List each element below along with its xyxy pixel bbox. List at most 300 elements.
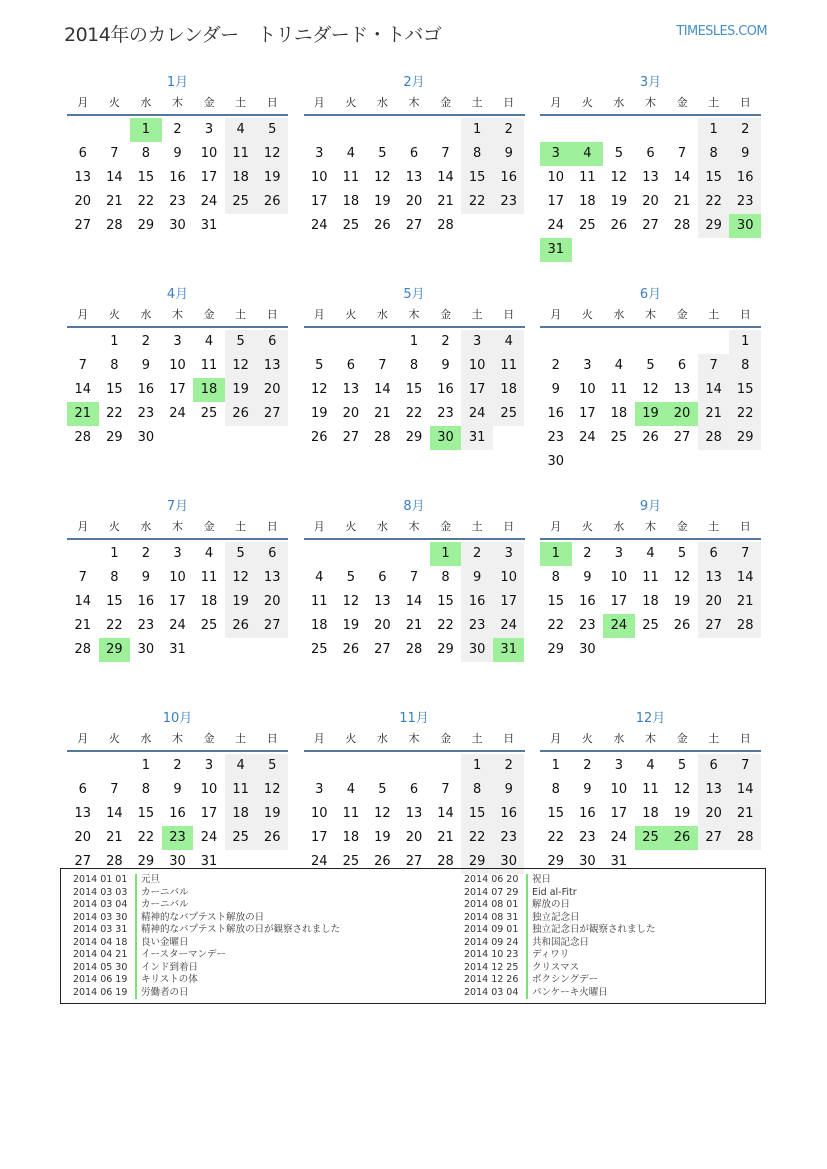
day-cell: 22 — [137, 830, 155, 845]
month-name: 6月 — [639, 287, 662, 302]
day-cell: 10 — [579, 382, 596, 397]
holiday-name: キリストの体 — [141, 974, 198, 985]
day-cell: 14 — [374, 382, 391, 397]
day-cell: 17 — [311, 830, 328, 845]
holiday-name: 良い金曜日 — [141, 936, 189, 948]
day-cell: 15 — [106, 382, 123, 397]
day-cell: 9 — [493, 778, 525, 802]
holiday-date: 2014 01 01 — [73, 874, 137, 887]
site-link[interactable]: TIMESLES.COM — [676, 24, 767, 39]
day-cell: 19 — [374, 194, 391, 209]
empty-cell — [603, 330, 635, 354]
day-grid — [304, 330, 525, 450]
weekday-label: 火 — [345, 732, 357, 745]
day-cell: 9 — [141, 570, 151, 585]
day-cell: 3 — [583, 358, 592, 373]
day-cell: 24 — [461, 402, 493, 426]
day-cell: 3 — [461, 330, 493, 354]
day-cell: 29 — [106, 430, 123, 445]
day-cell: 24 — [311, 854, 328, 869]
day-cell: 7 — [441, 782, 450, 797]
day-grid — [540, 118, 761, 262]
weekday-label: 木 — [644, 520, 656, 533]
holiday-row — [464, 912, 656, 925]
holiday-date: 2014 05 30 — [73, 962, 137, 975]
empty-cell — [367, 754, 399, 778]
month-block — [540, 284, 761, 496]
day-cell: 21 — [106, 830, 123, 845]
day-cell: 7 — [78, 570, 87, 585]
day-cell: 23 — [137, 406, 155, 421]
holiday-date: 2014 06 19 — [73, 974, 137, 987]
weekday-label: 月 — [77, 520, 89, 533]
day-cell: 24 — [169, 618, 186, 633]
empty-cell — [67, 542, 99, 566]
day-cell: 17 — [610, 594, 628, 609]
holiday-row — [464, 974, 656, 987]
day-cell: 6 — [78, 146, 87, 161]
holiday-date: 2014 08 31 — [464, 912, 528, 925]
day-cell: 6 — [256, 542, 288, 566]
day-cell: 16 — [137, 594, 155, 609]
holiday-day-cell: 4 — [572, 142, 604, 166]
day-cell: 10 — [169, 358, 186, 373]
day-cell: 3 — [204, 122, 214, 137]
day-cell: 27 — [256, 614, 288, 638]
day-cell: 27 — [405, 854, 423, 869]
day-cell: 8 — [461, 142, 493, 166]
day-cell: 17 — [311, 194, 328, 209]
weekday-header — [304, 728, 525, 752]
day-cell: 26 — [673, 618, 691, 633]
empty-cell — [430, 754, 462, 778]
weekday-label: 日 — [739, 308, 751, 321]
day-cell: 8 — [441, 570, 450, 585]
day-cell: 8 — [551, 570, 560, 585]
day-cell: 30 — [461, 638, 493, 662]
day-cell: 11 — [642, 782, 659, 797]
weekday-label: 金 — [676, 308, 688, 321]
day-cell: 23 — [579, 830, 596, 845]
day-cell: 10 — [200, 782, 218, 797]
weekday-label: 金 — [203, 732, 215, 745]
holiday-row — [73, 874, 340, 887]
day-cell: 31 — [169, 642, 186, 657]
day-cell: 7 — [110, 146, 119, 161]
holiday-date: 2014 08 01 — [464, 899, 528, 912]
day-cell: 8 — [141, 146, 151, 161]
holiday-name: 共和国記念日 — [532, 936, 590, 948]
day-cell: 10 — [610, 782, 628, 797]
day-cell: 11 — [200, 358, 218, 373]
day-cell: 24 — [169, 406, 186, 421]
day-cell: 28 — [74, 642, 92, 657]
day-cell: 30 — [547, 454, 565, 469]
weekday-label: 水 — [376, 308, 388, 321]
day-cell: 15 — [137, 806, 155, 821]
day-cell: 20 — [74, 830, 92, 845]
day-cell: 22 — [547, 618, 565, 633]
day-cell: 11 — [493, 354, 525, 378]
day-cell: 5 — [315, 358, 324, 373]
holiday-list-left — [73, 874, 340, 999]
empty-cell — [603, 118, 635, 142]
month-name: 9月 — [639, 499, 662, 514]
day-cell: 17 — [579, 406, 596, 421]
day-cell: 5 — [378, 146, 387, 161]
day-cell: 24 — [610, 830, 628, 845]
day-cell: 22 — [698, 190, 730, 214]
day-cell: 18 — [642, 806, 659, 821]
weekday-label: 木 — [644, 732, 656, 745]
day-cell: 16 — [579, 806, 596, 821]
day-cell: 21 — [729, 590, 761, 614]
day-cell: 20 — [698, 802, 730, 826]
empty-cell — [335, 118, 367, 142]
holiday-row — [464, 874, 656, 887]
day-cell: 24 — [200, 830, 218, 845]
day-cell: 20 — [256, 590, 288, 614]
day-cell: 6 — [409, 782, 419, 797]
day-cell: 30 — [579, 854, 596, 869]
day-cell: 29 — [547, 854, 565, 869]
day-cell: 14 — [729, 566, 761, 590]
day-cell: 5 — [677, 758, 687, 773]
day-cell: 4 — [493, 330, 525, 354]
day-cell: 23 — [169, 194, 186, 209]
holiday-date: 2014 03 04 — [464, 987, 528, 1000]
day-cell: 13 — [673, 382, 691, 397]
weekday-label: 火 — [345, 308, 357, 321]
day-cell: 26 — [256, 190, 288, 214]
weekday-label: 火 — [345, 520, 357, 533]
day-grid — [304, 754, 525, 874]
holiday-day-cell: 20 — [666, 402, 698, 426]
day-cell: 29 — [437, 642, 454, 657]
day-cell: 2 — [583, 546, 592, 561]
weekday-label: 日 — [266, 96, 278, 109]
holiday-date: 2014 03 31 — [73, 924, 137, 937]
holiday-row — [73, 974, 340, 987]
day-cell: 4 — [346, 146, 355, 161]
day-cell: 10 — [311, 170, 328, 185]
empty-cell — [99, 754, 131, 778]
day-cell: 12 — [610, 170, 628, 185]
holiday-name: 祝日 — [532, 874, 552, 885]
weekday-label: 日 — [739, 520, 751, 533]
day-cell: 14 — [106, 806, 123, 821]
weekday-label: 土 — [235, 308, 247, 321]
day-cell: 14 — [673, 170, 691, 185]
weekday-label: 水 — [376, 520, 388, 533]
holiday-date: 2014 04 18 — [73, 937, 137, 950]
day-cell: 5 — [256, 118, 288, 142]
day-cell: 25 — [493, 402, 525, 426]
day-cell: 11 — [342, 806, 360, 821]
day-cell: 9 — [441, 358, 450, 373]
holiday-name: ボクシングデー — [532, 974, 599, 985]
empty-cell — [304, 330, 336, 354]
holiday-day-cell: 30 — [729, 214, 761, 238]
empty-cell — [304, 754, 336, 778]
holiday-date: 2014 09 24 — [464, 937, 528, 950]
holiday-row — [464, 899, 656, 912]
day-cell: 16 — [437, 382, 454, 397]
day-cell: 23 — [579, 618, 596, 633]
day-cell: 14 — [106, 170, 123, 185]
empty-cell — [67, 330, 99, 354]
weekday-label: 月 — [550, 308, 562, 321]
weekday-label: 金 — [676, 96, 688, 109]
day-cell: 4 — [614, 358, 624, 373]
day-cell: 23 — [137, 618, 155, 633]
weekday-label: 日 — [266, 520, 278, 533]
day-cell: 2 — [729, 118, 761, 142]
day-cell: 16 — [493, 802, 525, 826]
weekday-label: 土 — [471, 520, 483, 533]
day-cell: 28 — [374, 430, 391, 445]
weekday-label: 木 — [171, 96, 183, 109]
weekday-label: 日 — [503, 732, 515, 745]
weekday-label: 金 — [440, 96, 452, 109]
month-block — [304, 72, 525, 284]
weekday-label: 金 — [203, 520, 215, 533]
holiday-list — [60, 868, 766, 1004]
day-cell: 5 — [225, 542, 257, 566]
day-cell: 22 — [106, 618, 123, 633]
day-cell: 17 — [200, 806, 218, 821]
day-cell: 14 — [698, 378, 730, 402]
day-cell: 19 — [256, 802, 288, 826]
holiday-day-cell: 26 — [666, 826, 698, 850]
day-cell: 9 — [551, 382, 560, 397]
day-cell: 13 — [405, 170, 423, 185]
day-cell: 9 — [583, 782, 592, 797]
day-cell: 29 — [698, 214, 730, 238]
day-cell: 23 — [729, 190, 761, 214]
day-cell: 10 — [461, 354, 493, 378]
day-grid — [67, 754, 288, 874]
weekday-label: 木 — [408, 520, 420, 533]
day-cell: 15 — [698, 166, 730, 190]
holiday-day-cell: 3 — [540, 142, 572, 166]
day-cell: 7 — [677, 146, 687, 161]
day-cell: 1 — [110, 334, 119, 349]
holiday-date: 2014 10 23 — [464, 949, 528, 962]
month-name: 8月 — [403, 499, 425, 514]
day-cell: 10 — [200, 146, 218, 161]
weekday-label: 木 — [644, 308, 656, 321]
day-cell: 2 — [141, 546, 151, 561]
day-cell: 16 — [493, 166, 525, 190]
day-grid — [304, 542, 525, 662]
holiday-name: カーニバル — [141, 886, 189, 898]
holiday-name: クリスマス — [532, 961, 580, 973]
day-cell: 22 — [437, 618, 454, 633]
empty-cell — [430, 118, 462, 142]
empty-cell — [367, 330, 399, 354]
day-cell: 9 — [173, 146, 182, 161]
day-cell: 12 — [342, 594, 360, 609]
day-cell: 10 — [493, 566, 525, 590]
month-name: 11月 — [399, 711, 429, 726]
holiday-day-cell: 19 — [635, 402, 667, 426]
day-cell: 29 — [137, 218, 155, 233]
weekday-label: 水 — [140, 96, 152, 109]
weekday-label: 水 — [376, 96, 388, 109]
day-cell: 3 — [173, 334, 182, 349]
day-cell: 4 — [315, 570, 324, 585]
day-cell: 11 — [225, 778, 257, 802]
empty-cell — [367, 542, 399, 566]
day-cell: 2 — [441, 334, 450, 349]
weekday-label: 土 — [471, 732, 483, 745]
holiday-date: 2014 06 20 — [464, 874, 528, 887]
day-cell: 28 — [106, 854, 123, 869]
holiday-name: 独立記念日が観察されました — [532, 924, 656, 935]
day-cell: 28 — [106, 218, 123, 233]
day-cell: 9 — [141, 358, 151, 373]
holiday-day-cell: 30 — [430, 426, 462, 450]
day-cell: 12 — [673, 570, 691, 585]
day-cell: 28 — [729, 614, 761, 638]
day-cell: 21 — [437, 830, 454, 845]
holiday-day-cell: 23 — [162, 826, 194, 850]
day-cell: 12 — [673, 782, 691, 797]
day-cell: 19 — [311, 406, 328, 421]
weekday-label: 水 — [140, 732, 152, 745]
day-cell: 27 — [342, 430, 360, 445]
weekday-label: 土 — [708, 308, 720, 321]
day-cell: 30 — [169, 218, 186, 233]
day-cell: 11 — [579, 170, 596, 185]
month-name: 7月 — [166, 499, 189, 514]
day-grid — [540, 330, 761, 474]
weekday-label: 火 — [581, 732, 593, 745]
empty-cell — [666, 118, 698, 142]
day-cell: 3 — [173, 546, 182, 561]
holiday-row — [464, 962, 656, 975]
day-cell: 26 — [225, 402, 257, 426]
empty-cell — [572, 118, 604, 142]
day-cell: 28 — [437, 218, 454, 233]
day-cell: 14 — [405, 594, 423, 609]
day-cell: 24 — [200, 194, 218, 209]
day-cell: 8 — [141, 782, 151, 797]
weekday-label: 日 — [739, 96, 751, 109]
day-cell: 9 — [729, 142, 761, 166]
day-cell: 17 — [169, 382, 186, 397]
day-cell: 5 — [646, 358, 655, 373]
day-cell: 11 — [342, 170, 360, 185]
month-block — [67, 496, 288, 708]
holiday-name: ディワリ — [532, 949, 570, 960]
day-cell: 18 — [579, 194, 596, 209]
day-cell: 22 — [106, 406, 123, 421]
day-cell: 22 — [461, 826, 493, 850]
weekday-header — [304, 304, 525, 328]
month-name: 1月 — [166, 75, 189, 90]
day-cell: 20 — [405, 830, 423, 845]
day-cell: 21 — [374, 406, 391, 421]
day-cell: 18 — [200, 594, 218, 609]
day-cell: 27 — [698, 614, 730, 638]
day-cell: 23 — [437, 406, 454, 421]
holiday-day-cell: 31 — [493, 638, 525, 662]
holiday-name: 精神的なバプテスト解放の日が観察されました — [141, 924, 341, 935]
weekday-label: 火 — [108, 732, 120, 745]
holiday-name: Eid al-Fitr — [532, 886, 577, 898]
weekday-header — [67, 516, 288, 540]
holiday-day-cell: 18 — [193, 378, 225, 402]
day-cell: 19 — [673, 806, 691, 821]
month-name: 4月 — [166, 287, 189, 302]
day-cell: 3 — [614, 546, 624, 561]
day-cell: 27 — [673, 430, 691, 445]
day-cell: 5 — [378, 782, 387, 797]
day-cell: 14 — [729, 778, 761, 802]
day-cell: 18 — [311, 618, 328, 633]
day-cell: 15 — [461, 802, 493, 826]
day-cell: 20 — [342, 406, 360, 421]
day-cell: 26 — [610, 218, 628, 233]
day-cell: 26 — [642, 430, 659, 445]
day-cell: 26 — [225, 614, 257, 638]
empty-cell — [67, 118, 99, 142]
weekday-label: 水 — [613, 308, 625, 321]
day-cell: 2 — [493, 118, 525, 142]
day-cell: 7 — [729, 754, 761, 778]
day-cell: 19 — [673, 594, 691, 609]
day-grid — [540, 754, 761, 874]
day-cell: 16 — [169, 806, 186, 821]
day-cell: 10 — [169, 570, 186, 585]
day-cell: 28 — [673, 218, 691, 233]
day-cell: 28 — [437, 854, 454, 869]
day-cell: 7 — [698, 354, 730, 378]
weekday-label: 火 — [581, 308, 593, 321]
day-cell: 1 — [698, 118, 730, 142]
empty-cell — [398, 118, 430, 142]
day-cell: 4 — [646, 758, 655, 773]
weekday-label: 土 — [235, 520, 247, 533]
holiday-row — [73, 962, 340, 975]
day-cell: 9 — [173, 782, 182, 797]
weekday-label: 土 — [471, 96, 483, 109]
holiday-day-cell: 29 — [99, 638, 131, 662]
day-cell: 1 — [461, 118, 493, 142]
day-cell: 21 — [698, 402, 730, 426]
empty-cell — [304, 542, 336, 566]
day-cell: 12 — [256, 778, 288, 802]
month-block — [540, 496, 761, 708]
day-cell: 12 — [256, 142, 288, 166]
day-cell: 30 — [493, 850, 525, 874]
day-cell: 1 — [141, 758, 151, 773]
day-cell: 7 — [110, 782, 119, 797]
day-cell: 2 — [551, 358, 560, 373]
weekday-label: 月 — [550, 520, 562, 533]
weekday-label: 火 — [345, 96, 357, 109]
weekday-label: 土 — [235, 732, 247, 745]
weekday-label: 水 — [613, 732, 625, 745]
month-block — [67, 284, 288, 496]
weekday-label: 木 — [644, 96, 656, 109]
day-cell: 3 — [315, 146, 324, 161]
day-cell: 15 — [461, 166, 493, 190]
weekday-label: 水 — [613, 520, 625, 533]
weekday-label: 月 — [550, 732, 562, 745]
